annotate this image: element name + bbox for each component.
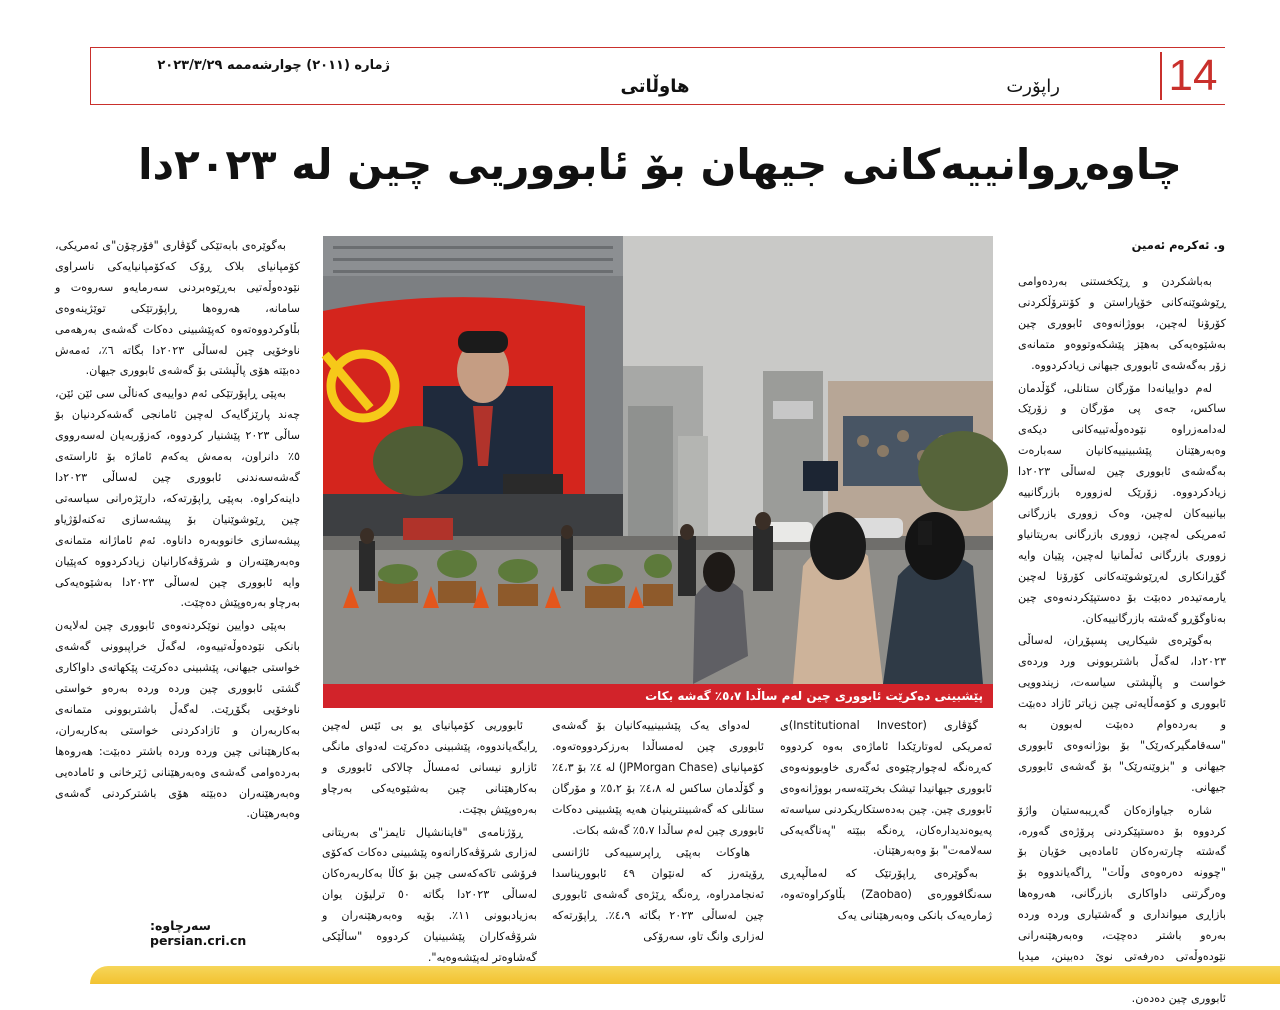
- paragraph: لەم دواییانەدا مۆرگان ستانلی، گۆڵدمان ساکس، جەی پی مۆرگان و زۆرێک لەدامەزراوە نێودەوڵەتییەکانی دیکەی وەبەرهێنان پێشبینییەکانیان سەبارەت بەگەشەی ئابووری چین لەساڵی ٢٠٢٣دا زیادکردووە. زۆرێک لەزووره بازرگانییە بیانییەکان لەچین، وەک زووری بازرگانی ئەمریکی لەچین، زووری بازرگانی بەریتانیاو زووری بازرگانی ئەڵمانیا لەچین، پێیان وایە گۆڕانکاری لەڕێوشوێنەکانی کۆرۆنا لەچین یارمەتیدەر دەبێت بۆ دەستپێکردنەوەی چین بەناوگۆڕو گەشتە بازرگانییەکان.: [1018, 381, 1226, 625]
- paragraph: ئابووریی کۆمپانیای یو بی ئێس لەچین ڕایگەیاندووە، پێشبینی دەکرێت لەدوای مانگی ئازارو نیسانی ئەمساڵ چالاکی ئابووری و بەکارهێنانی چین بەشێوەیەکی بەرچاو بەرەوپێش بچێت.: [322, 719, 537, 816]
- article-column-bottom-2: [322, 716, 538, 964]
- headline: چاوەڕوانییەکانی جیهان بۆ ئابووریی چین لە ٢٠٢٣دا: [138, 140, 1182, 189]
- news-photo: [323, 236, 993, 684]
- paragraph: بەباشکردن و ڕێکخستنی بەردەوامی ڕێوشوێنەکانی خۆپاراستن و کۆنترۆڵکردنی کۆرۆنا لەچین، بووژانەوەی ئابووری چین بەشێوەیەکی بەهێز پێشکەوتووەو متمانەی زۆر بەگەشەی ئابووری جیهانی زیادکردووە.: [1018, 275, 1226, 372]
- section-label: راپۆرت: [1006, 76, 1060, 97]
- header-border-top: [90, 47, 1225, 48]
- paragraph: گۆڤاری (Institutional Investor)ی ئەمریکی لەوتارێکدا ئاماژەی بەوە کردووە کەڕەنگە لەچوارچێوەی ئەگەری خاوبوونەوەی ئابووری جیهانیدا تیشک بخرێتەسەر بووژانەوەی ئابووری چین. چین بەدەستکاریکردنی سیاسەتە پەیوەندیدارەکان، ڕەنگە ببێتە "پەناگەیەکی سەلامەت" بۆ وەبەرهێنان.: [780, 719, 992, 858]
- source-label: سەرچاوە:: [150, 918, 211, 933]
- source-line: [150, 918, 300, 948]
- page-number-divider: [1160, 52, 1162, 100]
- header-border-bottom: [90, 104, 1225, 105]
- byline: و. ئەکرەم ئەمین: [1131, 238, 1225, 252]
- paragraph: ڕۆژنامەی "فاینانشیال تایمز"ی بەریتانی لەزاری شرۆڤەکارانەوە پێشبینی دەکات کەکۆی فرۆشی تاکەکەسی چین بۆ کاڵا بەکاربەرەکان لەساڵی ٢٠٢٣دا بگاتە ٥٠ ترلیۆن یوان بەزیادبوونی ١١٪. بۆیە وەبەرهێنەران و شرۆڤەکاران پێشبینیان کردووە "ساڵێکی گەشاوەتر لەپێشەوەیە".: [322, 825, 538, 964]
- paragraph: لەدوای یەک پێشبینییەکانیان بۆ گەشەی ئابووری چین لەمساڵدا بەرزکردووەتەوە. کۆمپانیای (JPMorgan Chase) لە ٤٪ بۆ ٤،٣٪ و گۆڵدمان ساکس لە ٤،٨٪ بۆ ٥،٢٪ و مۆرگان ستانلی کە گەشبینترینیان هەیە پێشبینی دەکات ئابووری چین لەم ساڵدا ٥،٧٪ گەشە بکات.: [552, 719, 765, 837]
- city-street-illustration: [323, 236, 993, 684]
- newspaper-logo: هاوڵاتی: [620, 76, 690, 97]
- paragraph: بەپێی ڕاپۆرتێکی ئەم دواییەی کەناڵی سی ئێن ئێن، چەند پارێزگایەک لەچین ئامانجی گەشەکردنیان بۆ ساڵی ٢٠٢٣ پێشنیار کردووە، کەزۆربەیان لەسەرووی ٥٪ دانراون، بەمەش یەکەم ئاماژە بۆ ئاراستەی گەشەسەندنی ئابووری چین لەساڵی ٢٠٢٣دا داینەکراوە. بەپێی ڕاپۆرتەکە، دارێژەرانی سیاسەتی چین ڕێوشوێنیان بۆ پیشەسازی تەکنەلۆژیاو پیشەسازی خانووبەرە داناوە. ئەم ئاماژانە متمانەی وەبەرهێنەران و شرۆڤەکارانیان زیادکردووە کەپێیان وایە ئابووری چین لەساڵی ٢٠٢٣دا بەشێوەیەکی بەرچاو بەرەوپێش دەچێت.: [55, 387, 300, 610]
- header-border-left: [90, 47, 91, 105]
- paragraph: بەگوێرەی شیکاریی پسپۆڕان، لەساڵی ٢٠٢٣دا، لەگەڵ باشتربوونی ورد وردەی خواست و پاڵپشتی سیاسەت، زیندوویی ئابووری و کۆمەڵایەتی چین زیاتر ئازاد دەبێت و بەردەوام دەبێت لەبوون بە "سەقامگیرکەرێک" بۆ بوژانەوەی ئابووری جیهانی و "بزوێنەرێک" بۆ گەشەی ئابووری جیهانی.: [1018, 634, 1226, 794]
- article-column-left: [55, 236, 300, 912]
- article-column-right: [1018, 272, 1226, 1005]
- issue-date: ژماره (٢٠١١) چوارشەممە ٢٠٢٣/٣/٢٩: [157, 58, 390, 73]
- paragraph: بەگوێرەی بابەتێکی گۆڤاری "فۆرچۆن"ی ئەمریکی، کۆمپانیای بلاک ڕۆک کەکۆمپانیایەکی ناسراوی نێودەوڵەتیی بەڕێوەبردنی سەرمایەو سەروەت و سامانە، هەروەها ڕاپۆرتێکی توێژینەوەی بڵاوکردووەتەوە کەپێشبینی دەکات گەشەی بەرهەمی ناوخۆیی چین لەساڵی ٢٠٢٣دا بگاتە ٦٪، ئەمەش دەبێتە هۆی پاڵپشتی بۆ گەشەی ئابووری جیهان.: [55, 239, 300, 378]
- source-site: persian.cri.cn: [150, 933, 247, 948]
- article-column-bottom-3: [552, 716, 764, 946]
- photo-caption: پێشبینی دەکرێت ئابووری چین لەم ساڵدا ٥،٧٪ گەشە بکات: [323, 684, 993, 708]
- paragraph: بەپێی دوایین نوێکردنەوەی ئابووری چین لەلایەن بانکی نێودەوڵەتییەوە، لەگەڵ خراپبوونی گەشەی خواستی جیهانی، پێشبینی دەکرێت پێکهاتەی داواکاری گشتی ئابووری چین وردە وردە بەرەو خواستی ناوخۆیی بگۆڕێت. لەگەڵ باشتربوونی متمانەی بەکاربەران و ئازادکردنی خواستی بەکاربەران، بەکارهێنانی چین وردە وردە باشتر دەبێت: هەروەها بەردەوامی گەشەی وەبەرهێنانی ژێرخانی و ئامادەیی وەبەرهێنەران دەبێتە هۆی باشترکردنی گەشەی وەبەرهێنان.: [55, 619, 300, 821]
- article-column-bottom-4: [780, 716, 992, 946]
- bottom-decorative-band: [90, 966, 1280, 984]
- paragraph: بەگوێرەی ڕاپۆرتێک کە لەماڵپەڕی سەنگافوورەی (Zaobao) بڵاوکراوەتەوە، ژمارەیەک بانکی وەبەرهێنانی یەک: [780, 867, 992, 923]
- paragraph: شارە جیاوازەکان گەڕیبەستیان واژۆ کردووە بۆ دەستپێکردنی پرۆژەی گەورە، گەشتە چارتەرەکان ئامادەیی خۆیان بۆ "چوونە دەرەوەی وڵات" ڕاگەیاندووە بۆ وەرگرتنی داواکاری بازرگانی، هەروەها بازاڕی میوانداری و گەشتیاری وردە وردە بەرەو باشتر دەچێت، وەبەرهێنەرانی نێودەوڵەتی دەرفەتی نوێ دەبینن، میدیا ئابووری چین دەدەن.: [1018, 803, 1226, 1005]
- paragraph: هاوکات بەپێی ڕاپرسییەکی ئاژانسی ڕۆیتەرز کە لەنێوان ٤٩ ئابووریناسدا ئەنجامدراوە، ڕەنگە ڕێژەی گەشەی ئابووری چین لەساڵی ٢٠٢٣ بگاتە ٤،٩٪. ڕاپۆرتەکە لەزاری وانگ تاو، سەرۆکی: [552, 846, 765, 944]
- page-number: 14: [1168, 51, 1218, 100]
